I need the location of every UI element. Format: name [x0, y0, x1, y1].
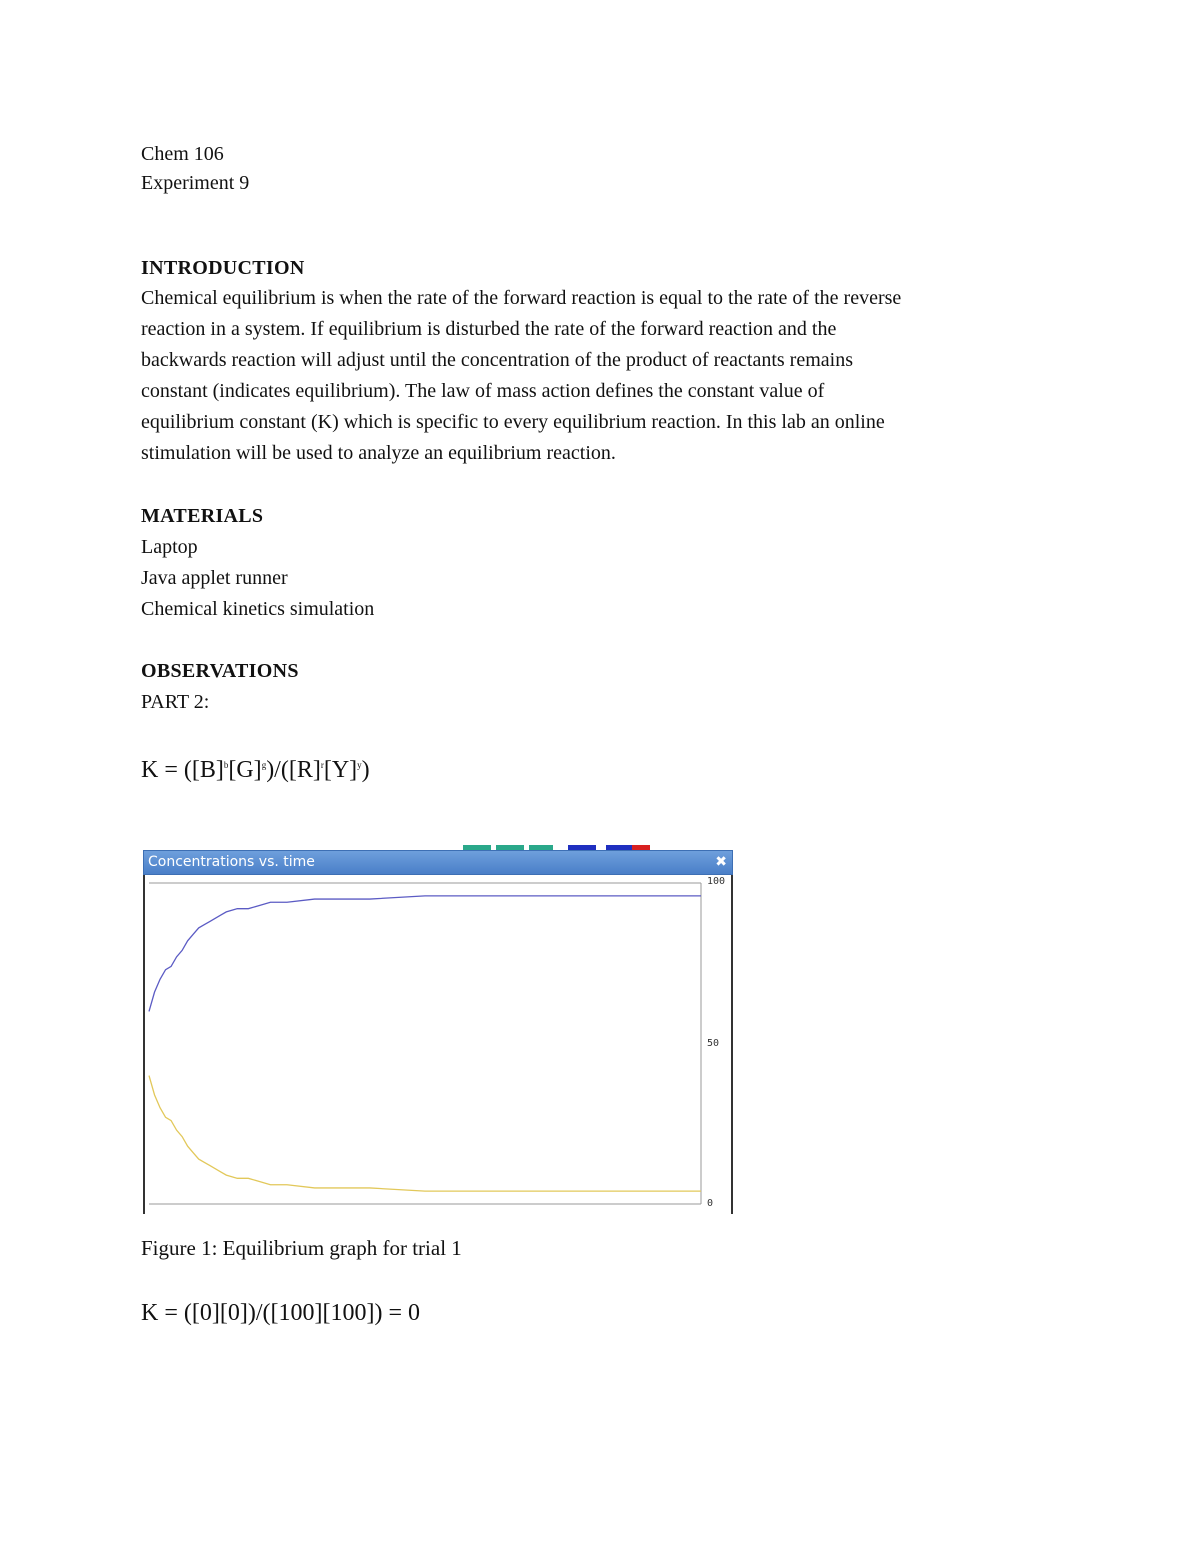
y-tick-label: 0 [707, 1198, 714, 1209]
y-tick-label: 100 [707, 876, 726, 887]
introduction-heading: INTRODUCTION [141, 257, 305, 279]
close-icon[interactable]: ✖ [715, 854, 727, 870]
introduction-line: stimulation will be used to analyze an equilibrium reaction. [141, 442, 616, 464]
observations-heading: OBSERVATIONS [141, 660, 299, 682]
concentration-chart [145, 875, 731, 1214]
experiment-number: Experiment 9 [141, 172, 250, 194]
introduction-line: Chemical equilibrium is when the rate of the forward reaction is equal to the rate of the reverse [141, 287, 902, 309]
y-tick-label: 50 [707, 1038, 720, 1049]
equilibrium-expression [141, 750, 370, 785]
introduction-line: reaction in a system. If equilibrium is disturbed the rate of the forward reaction and the [141, 318, 837, 340]
concentration-chart-window [143, 850, 733, 1214]
eq-part: K = ([B] [141, 757, 224, 783]
materials-item: Chemical kinetics simulation [141, 598, 375, 620]
eq-exponent: g [261, 760, 267, 770]
eq-exponent: r [320, 760, 324, 770]
chart-plot-area [143, 875, 733, 1214]
eq-part: ) [361, 757, 370, 783]
eq-part: [Y] [323, 757, 358, 783]
eq-part: [G] [228, 757, 262, 783]
introduction-line: constant (indicates equilibrium). The law of mass action defines the constant value of [141, 380, 825, 402]
materials-heading: MATERIALS [141, 505, 264, 527]
eq-part: )/([R] [266, 757, 321, 783]
materials-item: Java applet runner [141, 567, 288, 589]
chart-title: Concentrations vs. time [148, 854, 315, 870]
series-line-blue [149, 896, 701, 1012]
introduction-line: backwards reaction will adjust until the concentration of the product of reactants remains [141, 349, 853, 371]
eq-exponent: y [357, 760, 362, 770]
figure-caption: Figure 1: Equilibrium graph for trial 1 [141, 1236, 462, 1260]
introduction-line: equilibrium constant (K) which is specific to every equilibrium reaction. In this lab an online [141, 411, 885, 433]
materials-item: Laptop [141, 536, 198, 558]
introduction-paragraph [141, 283, 1081, 469]
k-result: K = ([0][0])/([100][100]) = 0 [141, 1300, 420, 1326]
part-label: PART 2: [141, 691, 210, 713]
chart-titlebar[interactable] [143, 850, 733, 875]
eq-exponent: b [223, 760, 229, 770]
course-name: Chem 106 [141, 143, 224, 165]
series-line-yellow [149, 1076, 701, 1192]
